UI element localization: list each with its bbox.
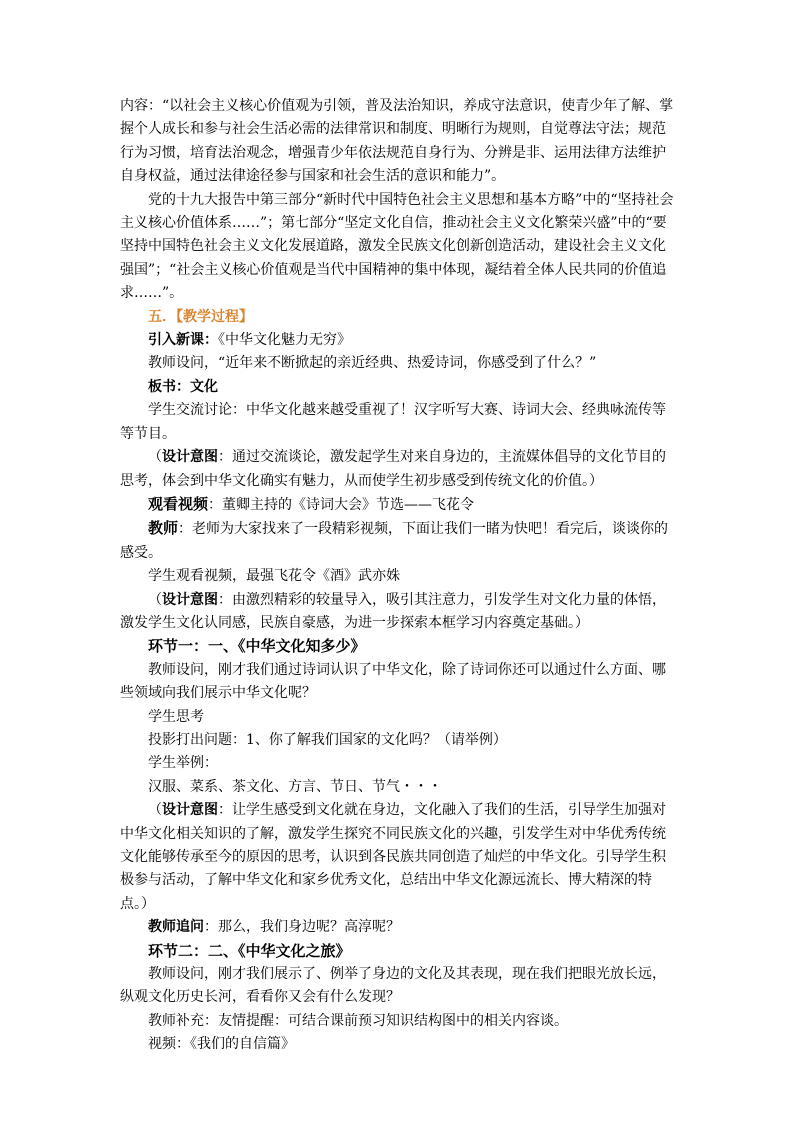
design-intent-label: 设计意图 — [162, 449, 218, 466]
design-intent-text: ：让学生感受到文化就在身边，文化融入了我们的生活，引导学生加强对中华文化相关知识的了解，激发学生探究不同民族文化的兴趣，引发学生对中华优秀传统文化能够传承至今的原因的思考，认识到各民族共同创造了灿烂的中华文化。引导学生积极参与活动，了解中华文化和家乡优秀文化，总结出中华文化源远流长、博大精深的特点。） — [120, 802, 666, 912]
paren-open: （ — [148, 591, 162, 608]
intro-label: 引入新课： — [148, 332, 218, 349]
student-think: 学生思考 — [148, 708, 204, 725]
design-intent-text: ：通过交流谈论，激发起学生对来自身边的，主流媒体倡导的文化节目的思考，体会到中华文化确实有魅力，从而使学生初步感受到传统文化的价值。） — [120, 449, 666, 489]
section-heading-teaching-process: 五．【教学过程】 — [148, 308, 253, 325]
paragraph-report: 党的十九大报告中第三部分“新时代中国特色社会主义思想和基本方略”中的“坚持社会主义核心价值体系……”；第七部分“坚定文化自信，推动社会主义文化繁荣兴盛”中的“要坚持中国特色社会主义文化发展道路，激发全民族文化创新创造活动，建设社会主义文化强国”；“社会主义核心价值观是当代中国精神的集中体现，凝结着全体人民共同的价值追求……”。 — [120, 191, 674, 302]
teacher-question-3: 教师设问，刚才我们展示了、例举了身边的文化及其表现，现在我们把眼光放长远，纵观文化历史长河，看看你又会有什么发现？ — [120, 966, 666, 1006]
design-intent-3 — [120, 799, 676, 916]
student-examples: 汉服、菜系、茶文化、方言、节日、节气・・・ — [148, 778, 442, 795]
student-discussion: 学生交流讨论：中华文化越来越受重视了！汉字听写大赛、诗词大会、经典咏流传等等节目。 — [120, 402, 666, 442]
intro-line — [120, 329, 676, 352]
teacher-text: ：老师为大家找来了一段精彩视频，下面让我们一睹为快吧！看完后，谈谈你的感受。 — [120, 521, 669, 561]
student-examples-label: 学生举例： — [148, 755, 218, 772]
teacher-followup-line — [120, 916, 676, 939]
teacher-label: 教师 — [148, 519, 179, 538]
paren-open: （ — [148, 449, 162, 466]
video-line: 视频：《我们的自信篇》 — [148, 1036, 295, 1053]
section-link-1: 环节一：一、《中华文化知多少》 — [148, 637, 366, 656]
design-intent-label: 设计意图 — [162, 802, 218, 819]
teacher-followup-label: 教师追问 — [148, 919, 204, 936]
teacher-supplement: 教师补充：友情提醒：可结合课前预习知识结构图中的相关内容谈。 — [148, 1012, 568, 1029]
design-intent-2 — [120, 589, 676, 636]
design-intent-1 — [120, 446, 676, 493]
watch-video-text: ：董卿主持的《诗词大会》节选——飞花令 — [208, 496, 475, 513]
board-writing: 板书：文化 — [148, 378, 218, 395]
teacher-followup-text: ：那么，我们身边呢？高淳呢？ — [204, 919, 400, 936]
projection-question: 投影打出问题：1、你了解我们国家的文化吗？（请举例） — [148, 731, 507, 748]
teacher-line — [120, 517, 676, 565]
watch-video-line — [120, 493, 676, 517]
watch-video-label: 观看视频 — [148, 494, 209, 513]
paren-open: （ — [148, 802, 162, 819]
teacher-question-1: 教师设问，“近年来不断掀起的亲近经典、热爱诗词，你感受到了什么？” — [148, 355, 597, 372]
teacher-question-2: 教师设问，刚才我们通过诗词认识了中华文化，除了诗词你还可以通过什么方面、哪些领域向我们展示中华文化呢？ — [120, 661, 666, 702]
paragraph-content: 内容：“以社会主义核心价值观为引领，普及法治知识，养成守法意识，使青少年了解、掌握个人成长和参与社会生活必需的法律常识和制度、明晰行为规则，自觉尊法守法；规范行为习惯，培育法治观念，增强青少年依法规范自身行为、分辨是非、运用法律方法维护自身权益，通过法律途径参与国家和社会生活的意识和能力”。 — [120, 98, 674, 185]
document-page — [120, 95, 676, 1057]
design-intent-label: 设计意图 — [162, 591, 218, 608]
design-intent-text: ：由激烈精彩的较量导入，吸引其注意力，引发学生对文化力量的体悟，激发学生文化认同感，民族自豪感，为进一步探索本框学习内容奠定基础。） — [120, 591, 666, 631]
section-link-2: 环节二：二、《中华文化之旅》 — [148, 941, 351, 960]
student-watch-video: 学生观看视频，最强飞花令《酒》武亦姝 — [148, 568, 400, 585]
intro-title: 《中华文化魅力无穷》 — [218, 332, 351, 349]
